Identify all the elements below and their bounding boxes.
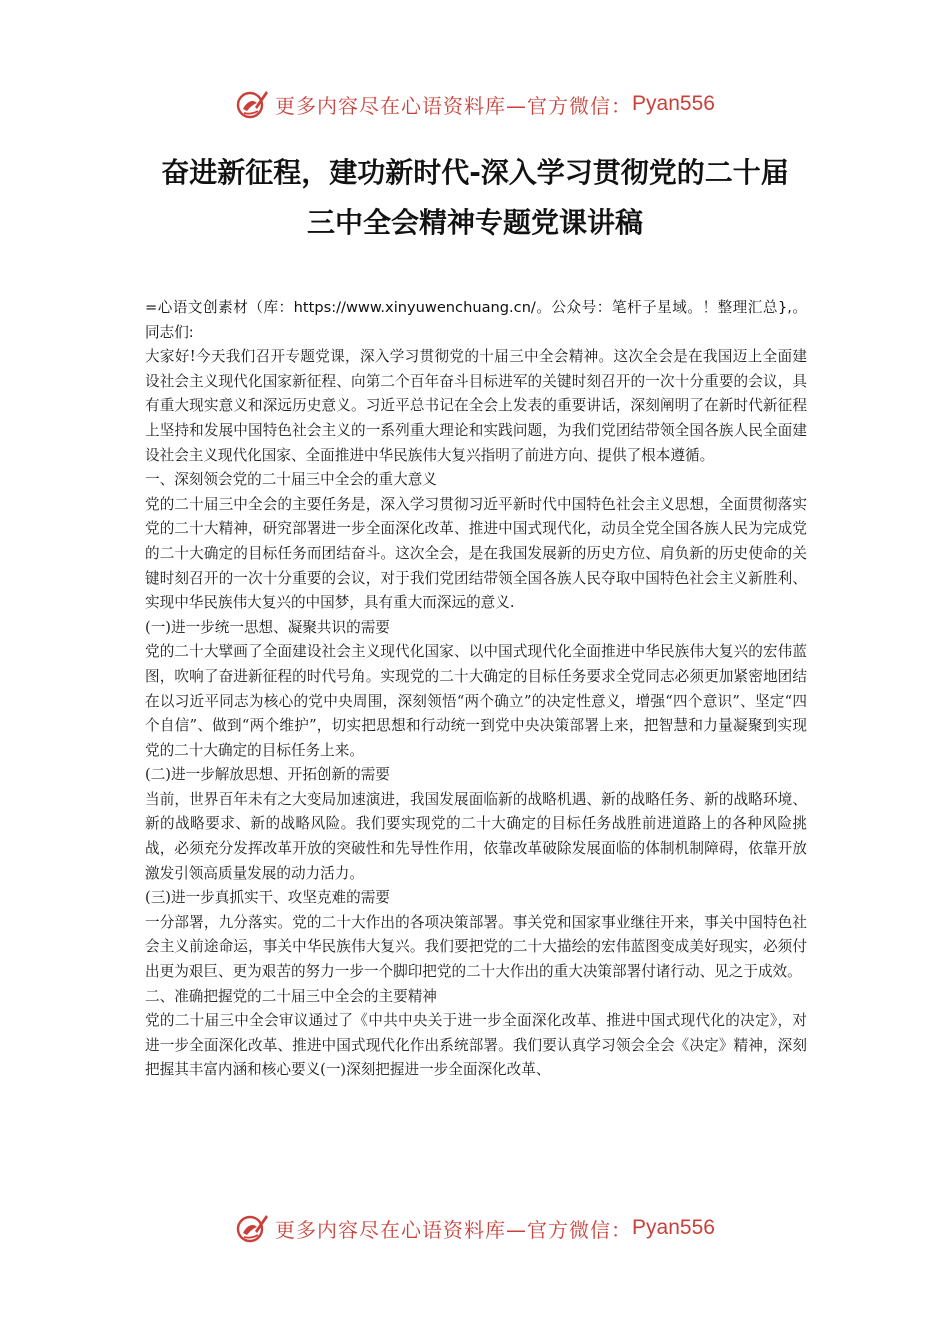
document-title: [60, 148, 890, 248]
subsection-heading-3: (三)进一步真抓实干、攻坚克难的需要: [145, 889, 390, 907]
title-line-2: 三中全会精神专题党课讲稿: [306, 206, 643, 239]
paragraph: 党的二十届三中全会审议通过了《中共中央关于进一步全面深化改革、推进中国式现代化的决定》，对进一步全面深化改革、推进中国式现代化作出系统部署。我们要认真学习领会全会《决定》精神，深刻把握其丰富内涵和核心要义(一)深刻把握进一步全面深化改革、: [145, 1012, 807, 1079]
paragraph-intro: 大家好!今天我们召开专题党课，深入学习贯彻党的十届三中全会精神。这次全会是在我国迈上全面建设社会主义现代化国家新征程、向第二个百年奋斗目标进军的关键时刻召开的一次十分重要的会议，具有重大现实意义和深远历史意义。习近平总书记在全会上发表的重要讲话，深刻阐明了在新时代新征程上坚持和发展中国特色社会主义的一系列重大理论和实践问题，为我们党团结带领全国各族人民全面建设社会主义现代化国家、全面推进中华民族伟大复兴指明了前进方向、提供了根本遵循。: [145, 348, 807, 464]
source-note: =心语文创素材（库：https://www.xinyuwenchuang.cn/。公众号：笔杆子星域。！整理汇总},。同志们:: [145, 299, 807, 341]
title-line-1: 奋进新征程，建功新时代-深入学习贯彻党的二十届: [161, 156, 789, 189]
pen-logo-icon: [235, 87, 269, 121]
paragraph: 党的二十大擘画了全面建设社会主义现代化国家、以中国式现代化全面推进中华民族伟大复兴的宏伟蓝图，吹响了奋进新征程的时代号角。实现党的二十大确定的目标任务要求全党同志必须更加紧密地团结在以习近平同志为核心的党中央周围，深刻领悟“两个确立”的决定性意义，增强“四个意识”、坚定“四个自信”、做到“两个维护”，切实把思想和行动统一到党中央决策部署上来，把智慧和力量凝聚到实现党的二十大确定的目标任务上来。: [145, 643, 807, 759]
section-heading-2: 二、准确把握党的二十届三中全会的主要精神: [145, 987, 437, 1005]
paragraph: 一分部署，九分落实。党的二十大作出的各项决策部署。事关党和国家事业继往开来，事关中国特色社会主义前途命运，事关中华民族伟大复兴。我们要把党的二十大描绘的宏伟蓝图变成美好现实，必须付出更为艰巨、更为艰苦的努力一步一个脚印把党的二十大作出的重大决策部署付诸行动、见之于成效。: [145, 913, 807, 981]
footer-banner: [0, 1206, 950, 1250]
banner-wechat-id: Pyan556: [632, 92, 715, 115]
subsection-heading-2: (二)进一步解放思想、开拓创新的需要: [145, 766, 390, 784]
banner-text: 更多内容尽在心语资料库—官方微信：: [275, 1217, 633, 1242]
header-banner: [0, 82, 950, 126]
pen-logo-icon: [235, 1211, 269, 1245]
paragraph: 当前，世界百年未有之大变局加速演进，我国发展面临新的战略机遇、新的战略任务、新的战略环境、新的战略要求、新的战略风险。我们要实现党的二十大确定的目标任务战胜前进道路上的各种风险挑战，必须充分发挥改革开放的突破性和先导性作用，依靠改革破除发展面临的体制机制障碍，依靠开放激发引领高质量发展的动力活力。: [145, 790, 807, 882]
subsection-heading-1: (一)进一步统一思想、凝聚共识的需要: [145, 618, 390, 636]
document-body: [145, 296, 807, 1083]
banner-wechat-id: Pyan556: [632, 1216, 715, 1239]
paragraph: 党的二十届三中全会的主要任务是，深入学习贯彻习近平新时代中国特色社会主义思想，全面贯彻落实党的二十大精神，研究部署进一步全面深化改革、推进中国式现代化，动员全党全国各族人民为完成党的二十大确定的目标任务而团结奋斗。这次全会，是在我国发展新的历史方位、肩负新的历史使命的关键时刻召开的一次十分重要的会议，对于我们党团结带领全国各族人民夺取中国特色社会主义新胜利、实现中华民族伟大复兴的中国梦，具有重大而深远的意义.: [145, 495, 807, 612]
section-heading-1: 一、深刻领会党的二十届三中全会的重大意义: [145, 471, 437, 489]
banner-text: 更多内容尽在心语资料库—官方微信：: [275, 93, 633, 118]
